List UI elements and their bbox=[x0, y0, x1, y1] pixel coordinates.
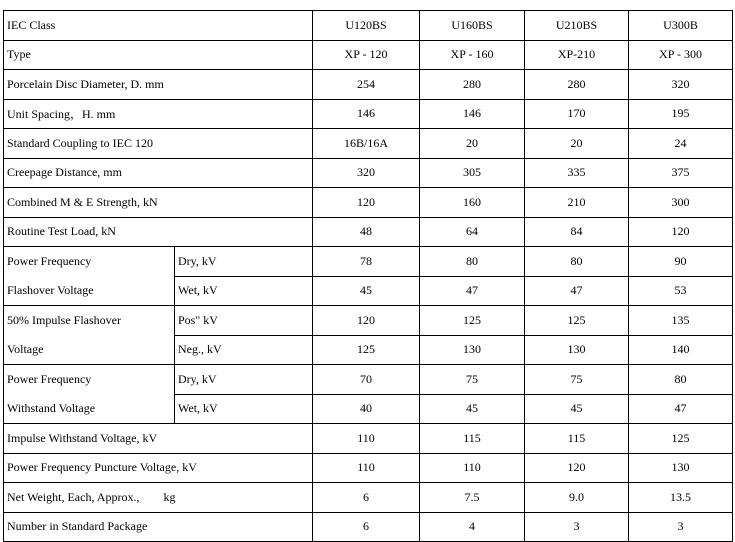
cell-value: 47 bbox=[420, 276, 525, 306]
cell-value: XP - 160 bbox=[420, 40, 525, 70]
cell-value: 335 bbox=[525, 158, 629, 188]
cell-value: 6 bbox=[313, 512, 420, 542]
cell-value: 135 bbox=[629, 306, 733, 336]
group-label-line1: 50% Impulse Flashover bbox=[4, 306, 175, 336]
cell-value: 120 bbox=[313, 306, 420, 336]
cell-value: XP-210 bbox=[525, 40, 629, 70]
cell-value: 110 bbox=[420, 453, 525, 483]
header-label: IEC Class bbox=[4, 11, 313, 41]
cell-value: 120 bbox=[525, 453, 629, 483]
cell-value: 305 bbox=[420, 158, 525, 188]
cell-value: 130 bbox=[629, 453, 733, 483]
cell-value: 45 bbox=[525, 394, 629, 424]
table-row bbox=[4, 365, 733, 395]
table-row bbox=[4, 306, 733, 336]
cell-value: 280 bbox=[420, 70, 525, 100]
table-row bbox=[4, 276, 733, 306]
row-label: Net Weight, Each, Approx., kg bbox=[4, 483, 313, 513]
class-header: U120BS bbox=[313, 11, 420, 41]
table-row bbox=[4, 335, 733, 365]
row-label: Porcelain Disc Diameter, D. mm bbox=[4, 70, 313, 100]
cell-value: 53 bbox=[629, 276, 733, 306]
cell-value: 78 bbox=[313, 247, 420, 277]
class-header: U210BS bbox=[525, 11, 629, 41]
row-label: Routine Test Load, kN bbox=[4, 217, 313, 247]
cell-value: 300 bbox=[629, 188, 733, 218]
cell-value: 48 bbox=[313, 217, 420, 247]
cell-value: 47 bbox=[629, 394, 733, 424]
cell-value: 170 bbox=[525, 99, 629, 129]
cell-value: 80 bbox=[629, 365, 733, 395]
table-row bbox=[4, 394, 733, 424]
cell-value: XP - 300 bbox=[629, 40, 733, 70]
table-row bbox=[4, 483, 733, 513]
table-row bbox=[4, 70, 733, 100]
cell-value: 3 bbox=[629, 512, 733, 542]
table-row bbox=[4, 424, 733, 454]
cell-value: 9.0 bbox=[525, 483, 629, 513]
cell-value: 80 bbox=[525, 247, 629, 277]
header-row bbox=[4, 11, 733, 41]
group-label-line1: Power Frequency bbox=[4, 247, 175, 277]
sub-label: Pos" kV bbox=[175, 306, 313, 336]
cell-value: XP - 120 bbox=[313, 40, 420, 70]
cell-value: 75 bbox=[525, 365, 629, 395]
class-header: U160BS bbox=[420, 11, 525, 41]
cell-value: 90 bbox=[629, 247, 733, 277]
cell-value: 64 bbox=[420, 217, 525, 247]
cell-value: 115 bbox=[525, 424, 629, 454]
cell-value: 13.5 bbox=[629, 483, 733, 513]
cell-value: 210 bbox=[525, 188, 629, 218]
cell-value: 130 bbox=[420, 335, 525, 365]
insulator-spec-table bbox=[3, 10, 733, 542]
cell-value: 115 bbox=[420, 424, 525, 454]
row-label: Unit Spacing，H. mm bbox=[4, 99, 313, 129]
cell-value: 3 bbox=[525, 512, 629, 542]
cell-value: 47 bbox=[525, 276, 629, 306]
cell-value: 160 bbox=[420, 188, 525, 218]
table-row bbox=[4, 217, 733, 247]
cell-value: 80 bbox=[420, 247, 525, 277]
table-row bbox=[4, 158, 733, 188]
cell-value: 70 bbox=[313, 365, 420, 395]
sub-label: Neg., kV bbox=[175, 335, 313, 365]
cell-value: 120 bbox=[313, 188, 420, 218]
cell-value: 120 bbox=[629, 217, 733, 247]
cell-value: 375 bbox=[629, 158, 733, 188]
cell-value: 280 bbox=[525, 70, 629, 100]
table-row bbox=[4, 129, 733, 159]
group-label-line1: Power Frequency bbox=[4, 365, 175, 395]
cell-value: 45 bbox=[420, 394, 525, 424]
row-label: Combined M & E Strength, kN bbox=[4, 188, 313, 218]
cell-value: 45 bbox=[313, 276, 420, 306]
cell-value: 75 bbox=[420, 365, 525, 395]
cell-value: 110 bbox=[313, 424, 420, 454]
sub-label: Dry, kV bbox=[175, 247, 313, 277]
table-row bbox=[4, 188, 733, 218]
cell-value: 7.5 bbox=[420, 483, 525, 513]
table-row bbox=[4, 247, 733, 277]
class-header: U300B bbox=[629, 11, 733, 41]
cell-value: 320 bbox=[313, 158, 420, 188]
table-row bbox=[4, 99, 733, 129]
cell-value: 130 bbox=[525, 335, 629, 365]
cell-value: 4 bbox=[420, 512, 525, 542]
cell-value: 84 bbox=[525, 217, 629, 247]
cell-value: 140 bbox=[629, 335, 733, 365]
cell-value: 320 bbox=[629, 70, 733, 100]
table-row bbox=[4, 453, 733, 483]
cell-value: 125 bbox=[420, 306, 525, 336]
row-label: Standard Coupling to IEC 120 bbox=[4, 129, 313, 159]
sub-label: Wet, kV bbox=[175, 394, 313, 424]
row-label: Creepage Distance, mm bbox=[4, 158, 313, 188]
row-label: Impulse Withstand Voltage, kV bbox=[4, 424, 313, 454]
table-row bbox=[4, 512, 733, 542]
group-label-line2: Withstand Voltage bbox=[4, 394, 175, 424]
cell-value: 146 bbox=[420, 99, 525, 129]
cell-value: 125 bbox=[629, 424, 733, 454]
cell-value: 6 bbox=[313, 483, 420, 513]
sub-label: Wet, kV bbox=[175, 276, 313, 306]
cell-value: 195 bbox=[629, 99, 733, 129]
cell-value: 40 bbox=[313, 394, 420, 424]
row-label: Type bbox=[4, 40, 313, 70]
row-label: Power Frequency Puncture Voltage, kV bbox=[4, 453, 313, 483]
row-label: Number in Standard Package bbox=[4, 512, 313, 542]
cell-value: 254 bbox=[313, 70, 420, 100]
cell-value: 24 bbox=[629, 129, 733, 159]
group-label-line2: Flashover Voltage bbox=[4, 276, 175, 306]
group-label-line2: Voltage bbox=[4, 335, 175, 365]
cell-value: 20 bbox=[525, 129, 629, 159]
cell-value: 125 bbox=[525, 306, 629, 336]
cell-value: 20 bbox=[420, 129, 525, 159]
cell-value: 110 bbox=[313, 453, 420, 483]
cell-value: 16B/16A bbox=[313, 129, 420, 159]
cell-value: 125 bbox=[313, 335, 420, 365]
cell-value: 146 bbox=[313, 99, 420, 129]
sub-label: Dry, kV bbox=[175, 365, 313, 395]
table-row bbox=[4, 40, 733, 70]
